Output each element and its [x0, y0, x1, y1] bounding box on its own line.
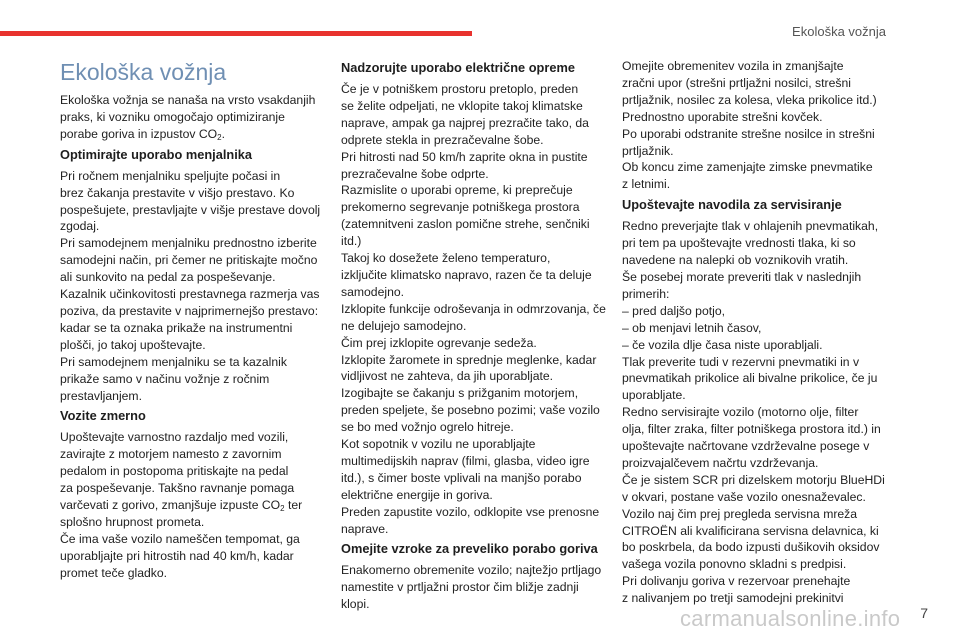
heading-service: Upoštevajte navodila za servisiranje	[622, 197, 842, 213]
text-line: Izogibajte se čakanju s prižganim motorjem,	[341, 386, 579, 401]
text-line: ali sunkovito na pedal za pospeševanje.	[60, 270, 276, 285]
header-accent-bar	[0, 31, 472, 36]
text-line: prestavljanjem.	[60, 388, 142, 403]
text-line: se želite odpeljati, ne vklopite takoj klimatske	[341, 98, 583, 113]
causes-paragraph	[341, 562, 603, 613]
list-item: – ob menjavi letnih časov,	[622, 320, 762, 335]
text-line: Razmislite o uporabi opreme, ki preprečuje	[341, 183, 573, 198]
text-line: vašega vozila ponovno skladni s predpisi.	[622, 557, 847, 572]
text-line: pnevmatikah prikolice ali bivalne prikolice, če ju	[622, 371, 878, 386]
text-line: navedene na nalepki ob voznikovih vratih.	[622, 253, 849, 268]
list-item: – če vozila dlje časa niste uporabljali.	[622, 337, 823, 352]
text-line: itd.), s čimer boste vplivali na manjšo porabo	[341, 470, 582, 485]
drive-paragraph	[60, 429, 330, 581]
text-line: v okvari, postane vaše vozilo onesnaževalec.	[622, 489, 866, 504]
column-middle	[341, 52, 606, 615]
text-fragment: porabe goriva in izpustov CO	[60, 126, 218, 141]
text-line: z nalivanjem po tretji samodejni prekinitvi	[622, 591, 844, 606]
text-line: Pri hitrosti nad 50 km/h zaprite okna in pustite	[341, 149, 588, 164]
text-line: zračni upor (strešni prtljažni nosilci, strešni	[622, 75, 851, 90]
text-line: Prednostno uporabite strešni kovček.	[622, 109, 823, 124]
subscript: 2	[280, 504, 285, 514]
text-line: prekomerno segrevanje potniškega prostora	[341, 200, 580, 215]
text-line: samodejni način, pri čemer ne pritiskajte močno	[60, 253, 318, 268]
text-line: prtljažnik.	[622, 143, 674, 158]
text-line: Izklopite funkcije odroševanja in odmrzovanja, če	[341, 301, 606, 316]
text-line: Izklopite žaromete in sprednje meglenke, kadar	[341, 352, 597, 367]
text-line: pri tem pa upoštevajte vrednosti tlaka, ki so	[622, 236, 856, 251]
subscript: 2	[217, 132, 222, 142]
text-line: zgodaj.	[60, 219, 100, 234]
text-line	[60, 497, 330, 514]
text-line: Še posebej morate preveriti tlak v naslednjih	[622, 269, 862, 284]
text-line: se bo med vožnjo ogrelo hitreje.	[341, 420, 514, 435]
text-line: električne energije in goriva.	[341, 487, 493, 502]
text-line: primerih:	[622, 286, 670, 301]
watermark: carmanualsonline.info	[680, 606, 901, 631]
text-line: z letnimi.	[622, 177, 671, 192]
text-line: Če je v potniškem prostoru pretoplo, preden	[341, 82, 579, 96]
text-line: olja, filter zraka, filter potniškega prostora itd.) in	[622, 422, 881, 437]
section-label: Ekološka vožnja	[792, 24, 886, 39]
text-line: promet teče gladko.	[60, 565, 168, 580]
text-line: naprave.	[341, 521, 389, 536]
service-paragraph	[622, 218, 884, 607]
list-item: – pred daljšo potjo,	[622, 303, 725, 318]
text-line: kadar se ta oznaka prikaže na instrumentni	[60, 320, 293, 335]
text-line: upoštevajte načrtovane vzdrževalne posege v	[622, 439, 870, 454]
text-line: Če ima vaše vozilo nameščen tempomat, ga	[60, 531, 300, 546]
text-line: Kot sopotnik v vozilu ne uporabljajte	[341, 437, 536, 452]
heading-electric: Nadzorujte uporabo električne opreme	[341, 60, 575, 75]
text-line: Ekološka vožnja se nanaša na vrsto vsakdanjih	[60, 93, 316, 107]
text-line: izključite klimatsko napravo, razen če ta deluje	[341, 267, 592, 282]
text-line: Pri dolivanju goriva v rezervoar prenehajte	[622, 574, 851, 589]
text-line: Pri samodejnem menjalniku prednostno izberite	[60, 236, 317, 251]
heading-gears: Optimirajte uporabo menjalnika	[60, 146, 252, 162]
text-line: Redno servisirajte vozilo (motorno olje, filter	[622, 405, 859, 420]
text-line: uporabljate.	[622, 388, 686, 403]
text-line: za pospeševanje. Takšno ravnanje pomaga	[60, 481, 295, 496]
text-line: vidljivost ne zahteva, da jih uporabljate.	[341, 369, 554, 384]
column-left	[60, 52, 330, 584]
text-line: odprete stekla in prezračevalne šobe.	[341, 132, 544, 147]
text-line: multimedijskih naprav (filmi, glasba, video igre	[341, 453, 590, 468]
text-fragment: .	[221, 126, 226, 141]
text-line: namestite v prtljažni prostor čim bližje zadnji	[341, 580, 579, 595]
text-line: prtljažnik, nosilec za kolesa, vleka prikolice itd.)	[622, 92, 877, 107]
load-paragraph	[622, 58, 884, 193]
text-line: Po uporabi odstranite strešne nosilce in strešni	[622, 126, 875, 141]
text-line: prikaže samo v načinu vožnje z ročnim	[60, 371, 270, 386]
text-line: Kazalnik učinkovitosti prestavnega razmerja vas	[60, 287, 320, 302]
text-line: CITROËN ali kvalificirana servisna delavnica, ki	[622, 523, 879, 538]
text-line: itd.)	[341, 234, 362, 249]
text-line: Redno preverjajte tlak v ohlajenih pnevmatikah,	[622, 219, 879, 234]
text-line: Tlak preverite tudi v rezervni pnevmatiki in v	[622, 354, 860, 369]
text-line: Pri samodejnem menjalniku se ta kazalnik	[60, 354, 287, 369]
text-line: praks, ki vozniku omogočajo optimiziranje	[60, 109, 285, 124]
text-line: zavirajte z motorjem namesto z zavornim	[60, 447, 282, 462]
text-line: Čim prej izklopite ogrevanje sedeža.	[341, 335, 537, 350]
text-line: Takoj ko dosežete želeno temperaturo,	[341, 251, 551, 266]
text-line: Upoštevajte varnostno razdaljo med vozili,	[60, 430, 289, 445]
text-line: ne delujejo samodejno.	[341, 318, 467, 333]
gears-paragraph	[60, 168, 330, 405]
page-title: Ekološka vožnja	[60, 59, 227, 85]
text-line: samodejno.	[341, 284, 405, 299]
text-line: bo poskrbela, da bodo izpusti dušikovih oksidov	[622, 540, 880, 555]
text-line: poziva, da prestavite v najprimernejšo prestavo:	[60, 303, 319, 318]
text-line: splošno hrupnost prometa.	[60, 514, 205, 529]
text-line: brez čakanja prestavite v višjo prestavo. Ko	[60, 185, 295, 200]
text-fragment: ter	[284, 498, 303, 513]
text-fragment: varčevati z gorivo, zmanjšuje izpuste CO	[60, 498, 281, 513]
intro-paragraph	[60, 92, 330, 143]
text-line: plošči, jo takoj upoštevajte.	[60, 337, 206, 352]
text-line: naprave, ampak ga najprej prezračite tako, da	[341, 115, 589, 130]
text-line: Če je sistem SCR pri dizelskem motorju BlueHDi	[622, 472, 885, 487]
text-line: Preden zapustite vozilo, odklopite vse prenosne	[341, 504, 600, 519]
text-line	[60, 126, 330, 143]
text-line: Vozilo naj čim prej pregleda servisna mreža	[622, 506, 858, 521]
text-line: proizvajalčevem načrtu vzdrževanja.	[622, 455, 819, 470]
text-line: pedalom in postopoma pritiskajte na pedal	[60, 464, 289, 479]
text-line: pospešujete, prestavljajte v višje prestave dovolj	[60, 202, 321, 217]
text-line: prezračevalne šobe odprte.	[341, 166, 489, 181]
electric-paragraph	[341, 81, 606, 537]
text-line: klopi.	[341, 597, 370, 612]
text-line: uporabljajte pri hitrostih nad 40 km/h, kadar	[60, 548, 294, 563]
page-number: 7	[920, 605, 928, 621]
text-line: Omejite obremenitev vozila in zmanjšajte	[622, 59, 844, 73]
text-line: preden speljete, še posebno pozimi; vaše vozilo	[341, 403, 600, 418]
heading-drive: Vozite zmerno	[60, 408, 146, 424]
text-line: Ob koncu zime zamenjajte zimske pnevmatike	[622, 160, 873, 175]
heading-causes: Omejite vzroke za preveliko porabo goriva	[341, 541, 598, 557]
text-line: (zatemnitveni zaslon pomične strehe, senčniki	[341, 217, 590, 232]
column-right	[622, 52, 884, 609]
text-line: Pri ročnem menjalniku speljujte počasi in	[60, 168, 281, 183]
text-line: Enakomerno obremenite vozilo; najtežjo prtljago	[341, 563, 602, 578]
